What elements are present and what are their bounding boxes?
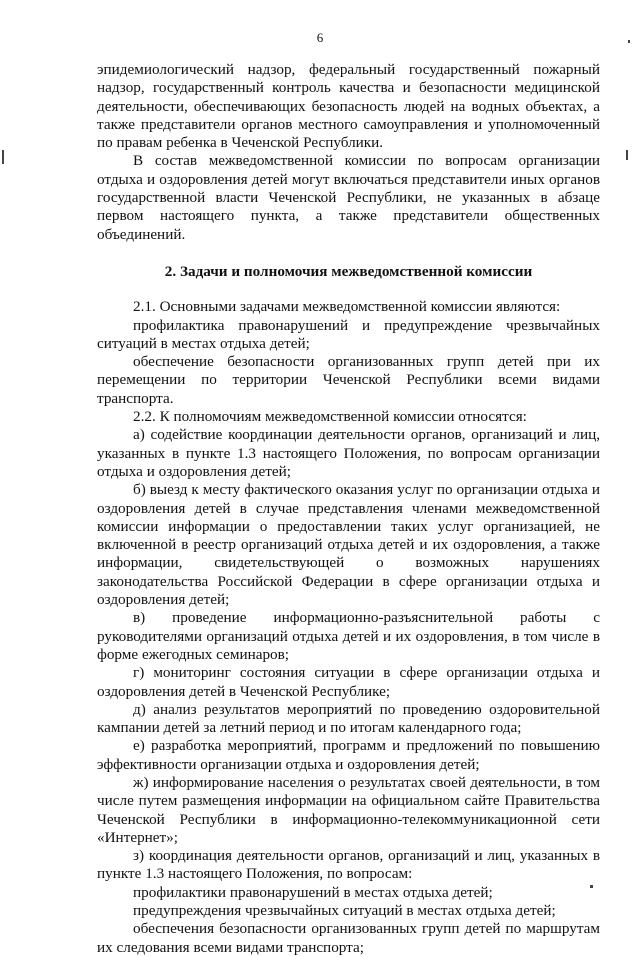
page-number: 6 xyxy=(316,30,324,45)
paragraph: з) координация деятельности органов, организаций и лиц, указанных в пункте 1.3 настоящего Положения, по вопросам: xyxy=(97,847,600,883)
paragraph: б) выезд к месту фактического оказания услуг по организации отдыха и оздоровления детей в случае представления членами межведомственной комиссии информации о предоставлении таких услуг организацией, не включенной в реестр организаций отдыха детей и их оздоровления, а также информации, свидетельствующей о возможных нарушениях законодательства Российской Федерации в сфере организации отдыха и оздоровления детей; xyxy=(97,481,600,609)
spacer xyxy=(97,281,600,298)
paragraph: В состав межведомственной комиссии по вопросам организации отдыха и оздоровления детей могут включаться представители иных органов государственной власти Чеченской Республики, не указанных в абзаце первом настоящего пункта, а также представители общественных объединений. xyxy=(97,152,600,243)
paragraph: предупреждения чрезвычайных ситуаций в местах отдыха детей; xyxy=(133,902,556,920)
paragraph: г) мониторинг состояния ситуации в сфере организации отдыха и оздоровления детей в Чеченской Республике; xyxy=(97,664,600,700)
scan-edge-mark-left xyxy=(2,150,4,164)
paragraph: 2.1. Основными задачами межведомственной комиссии являются: xyxy=(133,298,561,316)
paragraph: обеспечения безопасности организованных групп детей по маршрутам их следования всеми видами транспорта; xyxy=(97,920,600,956)
paragraph: профилактика правонарушений и предупреждение чрезвычайных ситуаций в местах отдыха детей; xyxy=(97,316,600,352)
paragraph: эпидемиологический надзор, федеральный государственный пожарный надзор, государственный контроль качества и безопасности медицинской деятельности, обеспечивающих безопасность людей на водных объектах, а также представители органов местного самоуправления и уполномоченный по правам ребенка в Чеченской Республики. xyxy=(97,61,600,152)
paragraph: профилактики правонарушений в местах отдыха детей; xyxy=(133,883,493,901)
document-body xyxy=(97,61,600,957)
paragraph: е) разработка мероприятий, программ и предложений по повышению эффективности организации отдыха и оздоровления детей; xyxy=(97,737,600,773)
paragraph: ж) информирование населения о результатах своей деятельности, в том числе путем размещения информации на официальном сайте Правительства Чеченской Республики в информационно-телекоммуникационной сети «Интернет»; xyxy=(97,773,600,846)
paragraph: 2.2. К полномочиям межведомственной комиссии относятся: xyxy=(133,408,527,426)
paragraph: д) анализ результатов мероприятий по проведению оздоровительной кампании детей за летний период и по итогам календарного года; xyxy=(97,700,600,737)
paragraph: обеспечение безопасности организованных групп детей при их перемещении по территории Чеченской Республики всеми видами транспорта. xyxy=(97,353,600,407)
paragraph: в) проведение информационно-разъяснительной работы с руководителями организаций отдыха детей и их оздоровления, в том числе в форме ежегодных семинаров; xyxy=(97,609,600,663)
scan-edge-mark-right-mid xyxy=(626,150,628,160)
paragraph: а) содействие координации деятельности органов, организаций и лиц, указанных в пункте 1.3 настоящего Положения, по вопросам организации отдыха и оздоровления детей; xyxy=(97,426,600,480)
spacer xyxy=(97,244,600,263)
section-heading: 2. Задачи и полномочия межведомственной комиссии xyxy=(164,262,533,280)
